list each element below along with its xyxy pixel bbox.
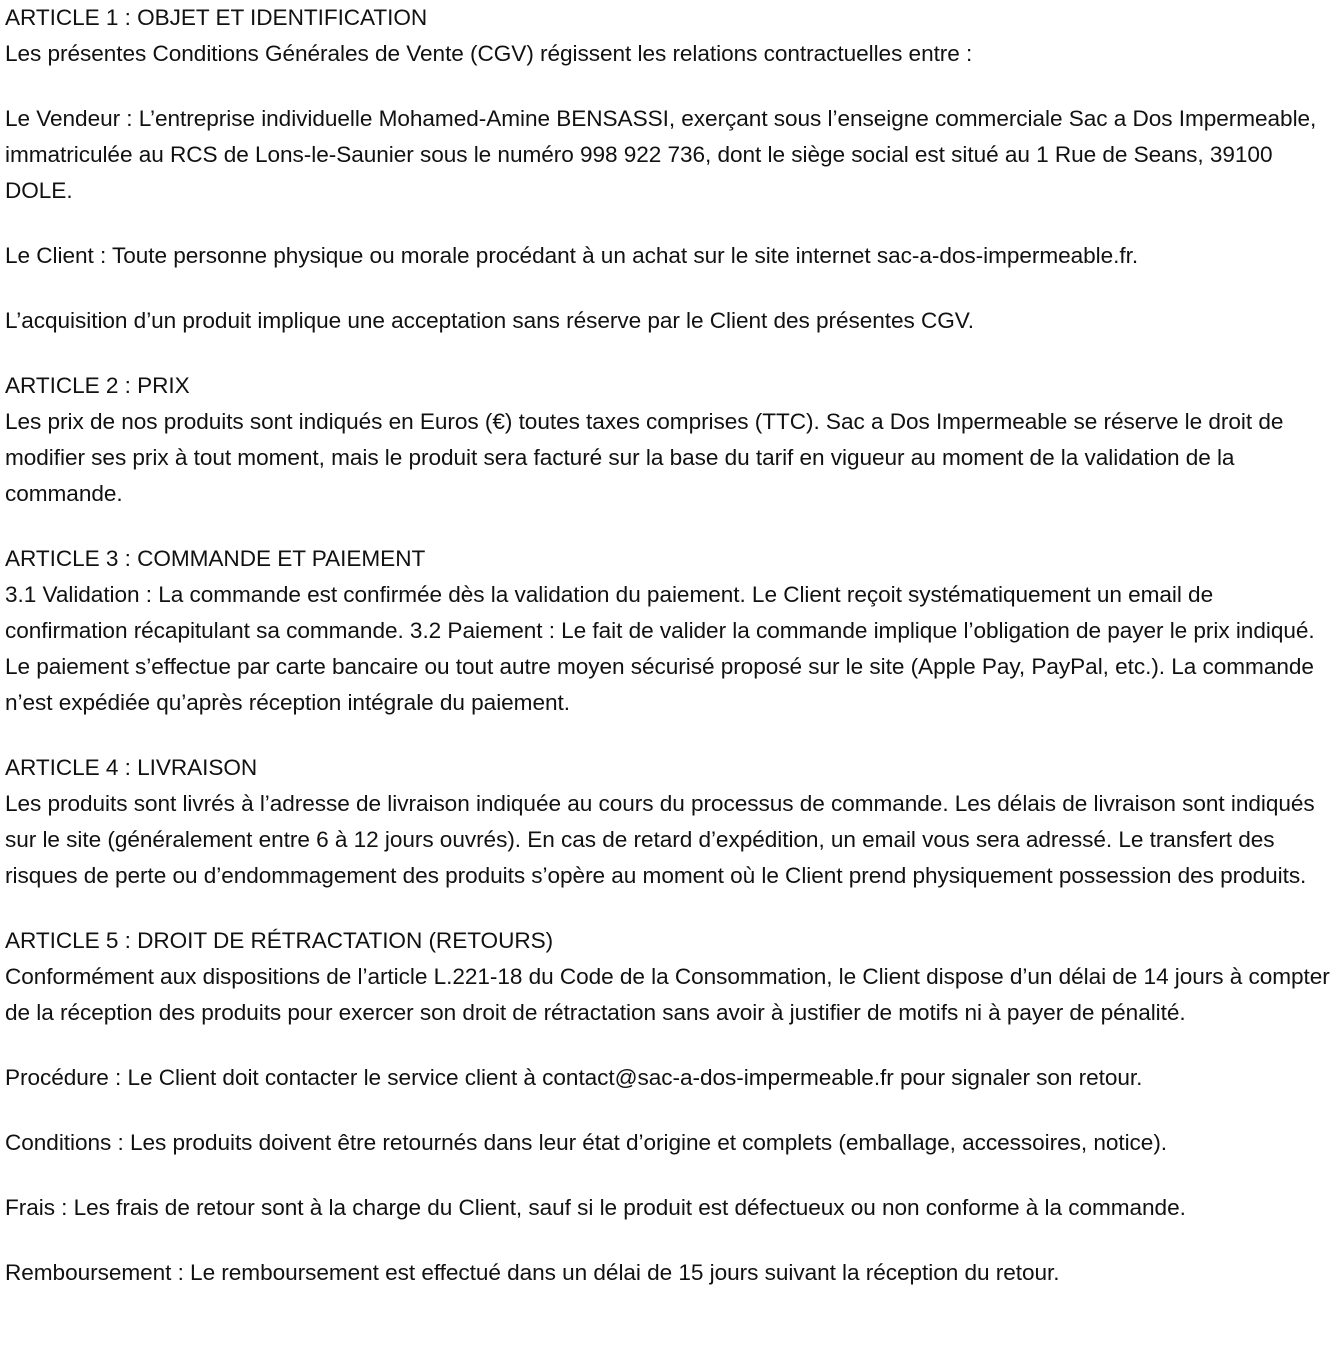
- article-5-refund-block: [5, 1255, 1336, 1291]
- article-5-refund: Remboursement : Le remboursement est effectué dans un délai de 15 jours suivant la réception du retour.: [5, 1260, 1060, 1285]
- article-4-heading: ARTICLE 4 : LIVRAISON: [5, 755, 258, 780]
- article-3-order-payment: 3.1 Validation : La commande est confirmée dès la validation du paiement. Le Client reçoit systématiquement un email de confirmation récapitulant sa commande. 3.2 Paiement : Le fait de valider la commande implique l’obligation de payer le prix indiqué. Le paiement s’effectue par carte bancaire ou tout autre moyen sécurisé proposé sur le site (Apple Pay, PayPal, etc.). La commande n’est expédiée qu’après réception intégrale du paiement.: [5, 582, 1315, 715]
- article-1-seller-block: [5, 101, 1336, 209]
- article-2-prices: Les prix de nos produits sont indiqués en Euros (€) toutes taxes comprises (TTC). Sac a Dos Impermeable se réserve le droit de modifier ses prix à tout moment, mais le produit sera facturé sur la base du tarif en vigueur au moment de la validation de la commande.: [5, 409, 1284, 506]
- article-4: [5, 750, 1336, 894]
- article-4-delivery: Les produits sont livrés à l’adresse de livraison indiquée au cours du processus de commande. Les délais de livraison sont indiqués sur le site (généralement entre 6 à 12 jours ouvrés). En cas de retard d’expédition, un email vous sera adressé. Le transfert des risques de perte ou d’endommagement des produits s’opère au moment où le Client prend physiquement possession des produits.: [5, 791, 1315, 888]
- article-5-withdrawal: Conformément aux dispositions de l’article L.221-18 du Code de la Consommation, le Client dispose d’un délai de 14 jours à compter de la réception des produits pour exercer son droit de rétractation sans avoir à justifier de motifs ni à payer de pénalité.: [5, 964, 1330, 1025]
- article-1-acceptance-block: [5, 303, 1336, 339]
- article-2: [5, 368, 1336, 512]
- article-5-fees: Frais : Les frais de retour sont à la charge du Client, sauf si le produit est défectueux ou non conforme à la commande.: [5, 1195, 1186, 1220]
- article-5-heading: ARTICLE 5 : DROIT DE RÉTRACTATION (RETOURS): [5, 928, 554, 953]
- article-2-heading: ARTICLE 2 : PRIX: [5, 373, 190, 398]
- article-5-procedure-block: [5, 1060, 1336, 1096]
- article-3: [5, 541, 1336, 721]
- article-1: [5, 0, 1336, 72]
- article-1-seller: Le Vendeur : L’entreprise individuelle Mohamed-Amine BENSASSI, exerçant sous l’enseigne commerciale Sac a Dos Impermeable, immatriculée au RCS de Lons-le-Saunier sous le numéro 998 922 736, dont le siège social est situé au 1 Rue de Seans, 39100 DOLE.: [5, 106, 1317, 203]
- article-3-heading: ARTICLE 3 : COMMANDE ET PAIEMENT: [5, 546, 426, 571]
- article-5-conditions-block: [5, 1125, 1336, 1161]
- article-1-heading: ARTICLE 1 : OBJET ET IDENTIFICATION: [5, 5, 428, 30]
- article-1-client-block: [5, 238, 1336, 274]
- article-5-procedure: Procédure : Le Client doit contacter le service client à contact@sac-a-dos-impermeable.fr pour signaler son retour.: [5, 1065, 1143, 1090]
- article-5: [5, 923, 1336, 1031]
- article-1-acceptance: L’acquisition d’un produit implique une acceptation sans réserve par le Client des présentes CGV.: [5, 308, 974, 333]
- article-5-fees-block: [5, 1190, 1336, 1226]
- article-1-intro: Les présentes Conditions Générales de Vente (CGV) régissent les relations contractuelles entre :: [5, 41, 973, 66]
- article-1-client: Le Client : Toute personne physique ou morale procédant à un achat sur le site internet sac-a-dos-impermeable.fr.: [5, 243, 1139, 268]
- article-5-conditions: Conditions : Les produits doivent être retournés dans leur état d’origine et complets (emballage, accessoires, notice).: [5, 1130, 1168, 1155]
